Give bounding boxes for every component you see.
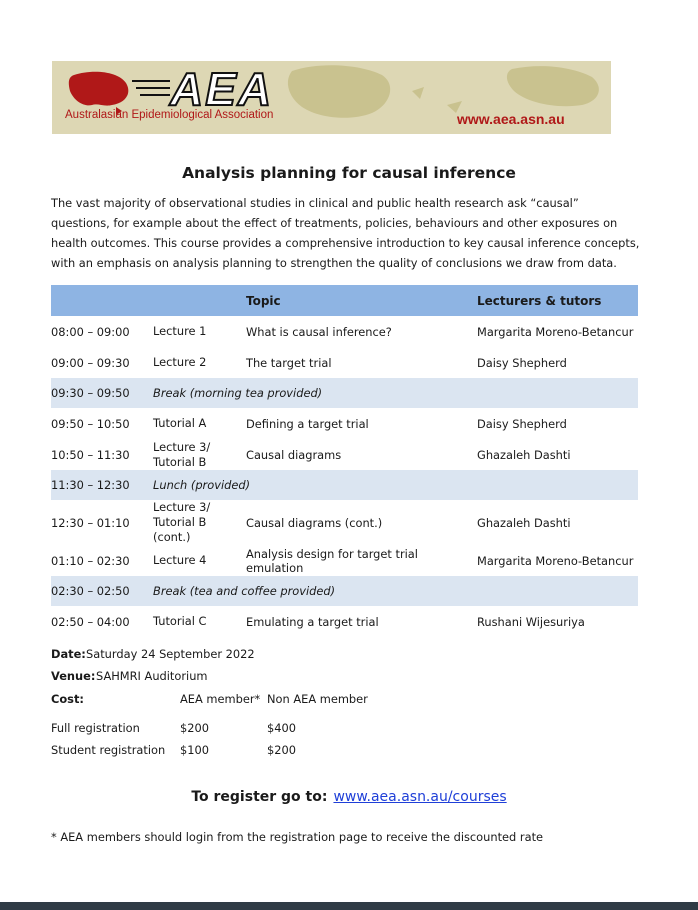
time-cell: 02:50 – 04:00 xyxy=(51,614,130,629)
break-label: Break (morning tea provided) xyxy=(153,378,638,408)
lecturer-cell: Ghazaleh Dashti xyxy=(477,515,571,530)
banner xyxy=(52,61,611,134)
schedule-row xyxy=(51,408,638,439)
intro-paragraph: The vast majority of observational studies in clinical and public health research ask “causal” questions, for example about the effect of treatments, policies, behaviours and other exposures on health outcomes. This course provides a comprehensive introduction to key causal inference concepts, with an emphasis on analysis planning to strengthen the quality of conclusions we draw from data. xyxy=(51,196,640,270)
bottom-bar xyxy=(0,902,698,910)
lecturer-cell: Rushani Wijesuriya xyxy=(477,614,585,629)
full-registration-label: Full registration xyxy=(51,721,140,735)
time-cell: 01:10 – 02:30 xyxy=(51,553,130,568)
student-nonmember-price: $200 xyxy=(267,743,296,757)
time-cell: 02:30 – 02:50 xyxy=(51,576,153,606)
lecturer-cell: Daisy Shepherd xyxy=(477,416,567,431)
schedule-row xyxy=(51,606,638,637)
schedule-row xyxy=(51,545,638,576)
break-label: Break (tea and coffee provided) xyxy=(153,576,638,606)
banner-url: www.aea.asn.au xyxy=(457,111,565,127)
header-cell xyxy=(153,285,246,316)
session-line: Lecture 3/ xyxy=(153,439,211,454)
member-header: AEA member* xyxy=(180,692,261,706)
register-link[interactable]: www.aea.asn.au/courses xyxy=(333,789,507,805)
session-cell xyxy=(153,606,246,637)
date-label: Date: xyxy=(51,647,86,661)
session-cell xyxy=(153,500,246,545)
session-line: Tutorial B (cont.) xyxy=(153,515,207,544)
lecturer-cell: Daisy Shepherd xyxy=(477,355,567,370)
lecturer-cell: Ghazaleh Dashti xyxy=(477,447,571,462)
date-value: Saturday 24 September 2022 xyxy=(86,647,255,661)
session-line: Tutorial A xyxy=(153,416,207,430)
break-row xyxy=(51,378,638,408)
session-cell xyxy=(153,316,246,347)
session-cell xyxy=(153,439,246,470)
time-cell: 09:00 – 09:30 xyxy=(51,355,130,370)
page-title: Analysis planning for causal inference xyxy=(182,164,516,182)
schedule-row xyxy=(51,439,638,470)
session-line: Tutorial C xyxy=(153,614,207,628)
header-cell: Lecturers & tutors xyxy=(477,285,638,316)
break-row xyxy=(51,576,638,606)
full-nonmember-price: $400 xyxy=(267,721,296,735)
topic-cell: Defining a target trial xyxy=(246,416,369,431)
time-cell: 09:50 – 10:50 xyxy=(51,416,130,431)
header-cell xyxy=(51,285,153,316)
session-line: Lecture 3/ xyxy=(153,500,211,514)
cost-label: Cost: xyxy=(51,692,84,706)
time-cell: 10:50 – 11:30 xyxy=(51,447,130,462)
student-member-price: $100 xyxy=(180,743,209,757)
time-cell: 12:30 – 01:10 xyxy=(51,515,130,530)
session-cell xyxy=(153,347,246,378)
session-cell xyxy=(153,408,246,439)
schedule-row xyxy=(51,347,638,378)
student-registration-label: Student registration xyxy=(51,743,166,757)
session-line: Lecture 2 xyxy=(153,355,207,369)
venue-label: Venue: xyxy=(51,669,96,683)
session-line: Lecture 1 xyxy=(153,324,207,338)
break-label: Lunch (provided) xyxy=(153,470,638,500)
header-cell: Topic xyxy=(246,285,477,316)
schedule-row xyxy=(51,500,638,545)
topic-cell: The target trial xyxy=(246,355,332,370)
aea-logo: AEA xyxy=(170,63,274,115)
topic-cell: What is causal inference? xyxy=(246,324,392,339)
schedule-header-row xyxy=(51,285,638,316)
nonmember-header: Non AEA member xyxy=(267,692,368,706)
time-cell: 08:00 – 09:00 xyxy=(51,324,130,339)
time-cell: 09:30 – 09:50 xyxy=(51,378,153,408)
break-row xyxy=(51,470,638,500)
topic-cell: Emulating a target trial xyxy=(246,614,379,629)
full-member-price: $200 xyxy=(180,721,209,735)
session-cell xyxy=(153,545,246,576)
session-line: Tutorial B xyxy=(153,454,207,469)
session-line: Lecture 4 xyxy=(153,553,207,567)
venue-value: SAHMRI Auditorium xyxy=(96,669,208,683)
footnote: * AEA members should login from the registration page to receive the discounted rate xyxy=(51,830,544,844)
schedule-row xyxy=(51,316,638,347)
schedule-table xyxy=(51,285,638,637)
register-label: To register go to: xyxy=(191,789,328,805)
register-line xyxy=(0,789,698,805)
time-cell: 11:30 – 12:30 xyxy=(51,470,153,500)
topic-cell: Analysis design for target trial emulation xyxy=(246,546,418,575)
lecturer-cell: Margarita Moreno-Betancur xyxy=(477,324,634,339)
org-name: Australasian Epidemiological Association xyxy=(65,109,274,121)
lecturer-cell: Margarita Moreno-Betancur xyxy=(477,553,634,568)
topic-cell: Causal diagrams xyxy=(246,447,342,462)
topic-cell: Causal diagrams (cont.) xyxy=(246,515,383,530)
